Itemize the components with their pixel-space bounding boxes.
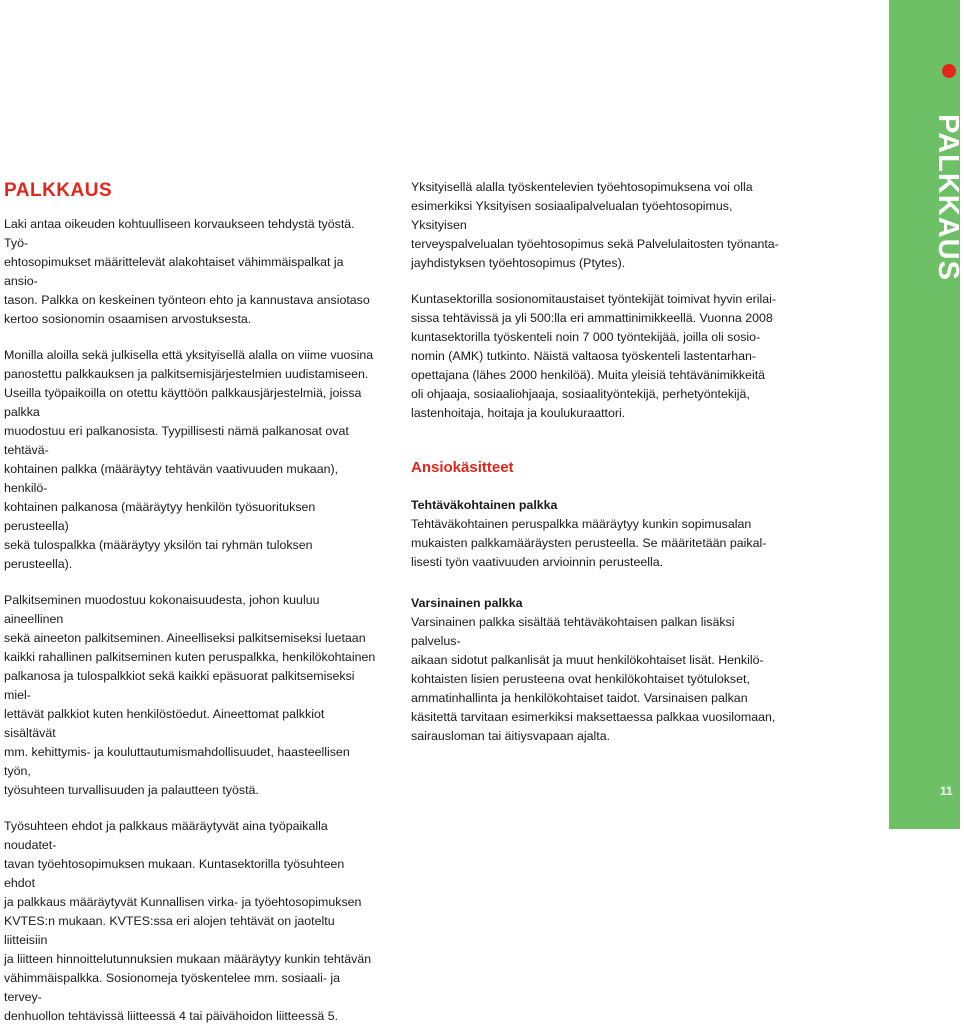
paragraph-intro: Laki antaa oikeuden kohtuulliseen korvaukseen tehdystä työstä. Työ- ehtosopimukset määrittelevät alakohtaiset vähimmäispalkat ja ansio- tason. Palkka on keskeinen työnteon ehto ja kannustava ansiotaso kertoo sosionomin osaamisen arvostuksesta. (4, 217, 370, 326)
term-text-task-salary: Tehtäväkohtainen peruspalkka määräytyy kunkin sopimusalan mukaisten palkkamääräysten perusteella. Se määritetään paikal- lisesti työn vaativuuden arvioinnin perusteella. (411, 517, 767, 569)
page-number: 11 (940, 784, 953, 798)
vertical-section-title: PALKKAUS (932, 114, 964, 281)
section-title: PALKKAUS (4, 180, 113, 201)
left-column (4, 180, 376, 1026)
subheading-ansiokasitteet: Ansiokäsitteet (411, 459, 514, 476)
paragraph-systems: Monilla aloilla sekä julkisella että yksityisellä alalla on viime vuosina panostettu palkkauksen ja palkitsemisjärjestelmien uudistamiseen. Useilla työpaikoilla on otettu käyttöön palkkausjärjestelmiä, joissa palkka muodostuu eri palkanosista. Tyypillisesti nämä palkanosat ovat tehtävä- kohtainen palkka (määräytyy tehtävän vaativuuden mukaan), henkilö- kohtainen palkanosa (määräytyy henkilön työsuorituksen perusteella) sekä tulospalkka (määräytyy yksilön tai ryhmän tuloksen perusteella). (4, 348, 374, 571)
paragraph-municipal-sector: Kuntasektorilla sosionomitaustaiset työntekijät toimivat hyvin erilai- sissa tehtävissä ja yli 500:lla eri ammattinimikkeellä. Vuonna 2008 kuntasektorilla työskenteli noin 7 000 työntekijää, joilla oli sosio- nomin (AMK) tutkinto. Näistä valtaosa työskenteli lastentarhan- opettajana (lähes 2000 henkilöä). Muita yleisiä tehtävänimikkeitä oli ohjaaja, sosiaaliohjaaja, sosiaalityöntekijä, perhetyöntekijä, lastenhoitaja, hoitaja ja koulukuraattori. (411, 292, 776, 420)
paragraph-rewards: Palkitseminen muodostuu kokonaisuudesta, johon kuuluu aineellinen sekä aineeton palkitseminen. Aineelliseksi palkitsemiseksi luetaan kaikki rahallinen palkitseminen kuten peruspalkka, henkilökohtainen palkanosa ja tulospalkkiot sekä kaikki epäsuorat palkitsemiseksi miel- lettävät palkkiot kuten henkilöstöedut. Aineettomat palkkiot sisältävät mm. kehittymis- ja kouluttautumismahdollisuudet, haasteellisen työn, työsuhteen turvallisuuden ja palautteen työstä. (4, 593, 376, 797)
red-dot-marker (942, 64, 956, 78)
term-text-actual-salary: Varsinainen palkka sisältää tehtäväkohtaisen palkan lisäksi palvelus- aikaan sidotut palkanlisät ja muut henkilökohtaiset lisät. Henkilö- kohtaisten lisien perusteena ovat henkilökohtaiset työtulokset, ammatinhallinta ja henkilökohtaiset taidot. Varsinaisen palkan käsitettä tarvitaan esimerkiksi maksettaessa palkkaa vuosilomaan, sairausloman tai äitiysvapaan ajalta. (411, 615, 776, 743)
term-heading-actual-salary: Varsinainen palkka (411, 596, 523, 610)
term-heading-task-salary: Tehtäväkohtainen palkka (411, 498, 558, 512)
paragraph-private-sector: Yksityisellä alalla työskentelevien työehtosopimuksena voi olla esimerkiksi Yksityisen sosiaalipalvelualan työehtosopimus, Yksityisen terveyspalvelualan työehtosopimus sekä Palvelulaitosten työnanta- jayhdistyksen työehtosopimus (Ptytes). (411, 180, 779, 270)
paragraph-agreements: Työsuhteen ehdot ja palkkaus määräytyvät aina työpaikalla noudatet- tavan työehtosopimuksen mukaan. Kuntasektorilla työsuhteen ehdot ja palkkaus määräytyvät Kunnallisen virka- ja työehtosopimuksen KVTES:n mukaan. KVTES:ssa eri alojen tehtävät on jaoteltu liitteisiin ja liitteen hinnoittelutunnuksien mukaan määräytyy kunkin tehtävän vähimmäispalkka. Sosionomeja työskentelee mm. sosiaali- ja tervey- denhuollon tehtävissä liitteessä 4 tai päivähoidon liitteessä 5. (4, 819, 372, 1023)
right-column (411, 178, 783, 746)
